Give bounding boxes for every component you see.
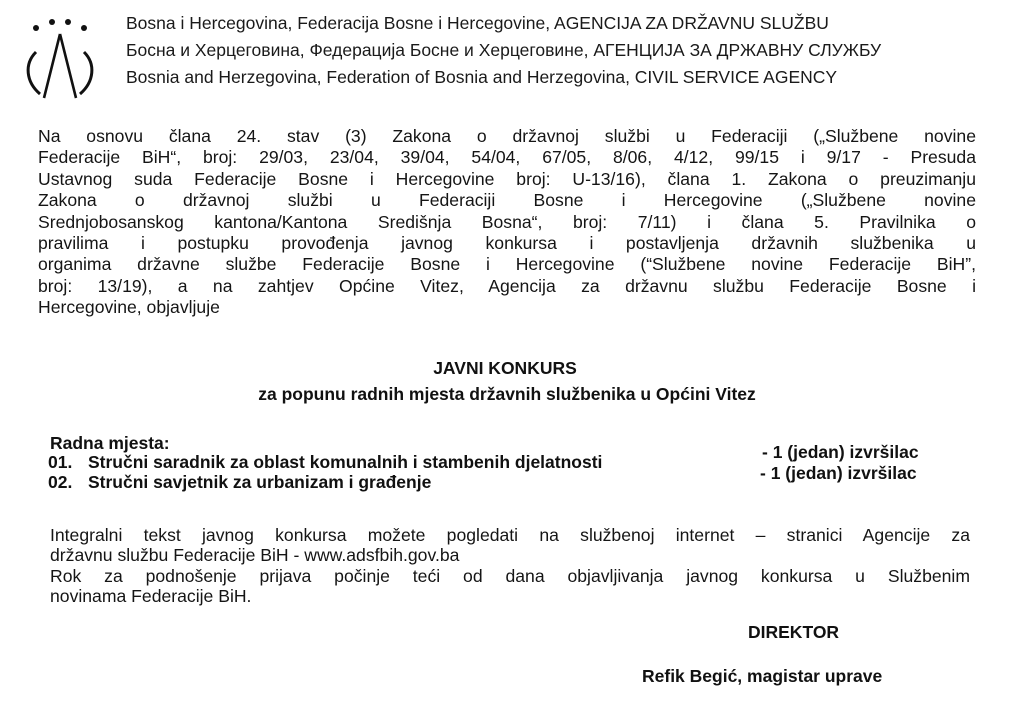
info-line: novinama Federacije BiH. — [50, 586, 252, 607]
header-line-english: Bosnia and Herzegovina, Federation of Bosnia and Herzegovina, CIVIL SERVICE AGENCY — [126, 67, 838, 87]
announcement-subtitle: za popunu radnih mjesta državnih službenika u Općini Vitez — [258, 384, 756, 404]
position-name: Stručni savjetnik za urbanizam i građenje — [88, 472, 432, 492]
intro-line: broj: 13/19), a na zahtjev Općine Vitez, Agencija za državnu službu Federacije Bosne i — [38, 275, 976, 296]
header-line-bosnian: Bosna i Hercegovina, Federacija Bosne i Hercegovine, AGENCIJA ZA DRŽAVNU SLUŽBU — [126, 13, 829, 33]
intro-line: Na osnovu člana 24. stav (3) Zakona o državnoj službi u Federaciji („Službene novine — [38, 126, 976, 146]
header-line-serbian: Босна и Херцеговина, Федерација Босне и Херцеговине, АГЕНЦИЈА ЗА ДРЖАВНУ СЛУЖБУ — [126, 40, 882, 60]
intro-line: Ustavnog suda Federacije Bosne i Hercegovine broj: U-13/16), člana 1. Zakona o preuzimanju — [38, 168, 976, 189]
intro-line: Federacije BiH“, broj: 29/03, 23/04, 39/04, 54/04, 67/05, 8/06, 4/12, 99/15 i 9/17 - Presuda — [38, 147, 976, 168]
intro-line: Zakona o državnoj službi u Federaciji Bosne i Hercegovine („Službene novine — [38, 190, 976, 211]
position-count: - 1 (jedan) izvršilac — [760, 463, 917, 483]
intro-line: pravilima i postupku provođenja javnog konkursa i postavljenja državnih službenika u — [38, 233, 976, 254]
info-line-website: državnu službu Federacije BiH - www.adsfbih.gov.ba — [50, 545, 460, 566]
agency-header — [126, 10, 1006, 91]
position-item — [48, 472, 431, 493]
intro-line: Srednjobosanskog kantona/Kantona Središnja Bosna“, broj: 7/11) i člana 5. Pravilnika o — [38, 211, 976, 232]
position-count: - 1 (jedan) izvršilac — [762, 442, 919, 462]
info-line: Integralni tekst javnog konkursa možete pogledati na službenoj internet – stranici Agencije za — [50, 525, 970, 545]
signatory-name: Refik Begić, magistar uprave — [642, 666, 883, 686]
intro-paragraph — [38, 126, 976, 319]
info-line: Rok za podnošenje prijava počinje teći od dana objavljivanja javnog konkursa u Službenim — [50, 565, 970, 586]
position-item — [48, 452, 602, 473]
signatory-role: DIREKTOR — [748, 622, 840, 642]
intro-line: organima državne službe Federacije Bosne i Hercegovine (“Službene novine Federacije BiH”, — [38, 254, 976, 275]
positions-label: Radna mjesta: — [50, 433, 170, 453]
announcement-title: JAVNI KONKURS — [433, 358, 577, 378]
position-number: 02. — [48, 472, 73, 492]
position-number: 01. — [48, 452, 73, 472]
position-name: Stručni saradnik za oblast komunalnih i stambenih djelatnosti — [88, 452, 603, 472]
info-paragraph — [50, 525, 970, 607]
agency-logo-icon — [14, 14, 110, 104]
intro-line: Hercegovine, objavljuje — [38, 297, 220, 318]
